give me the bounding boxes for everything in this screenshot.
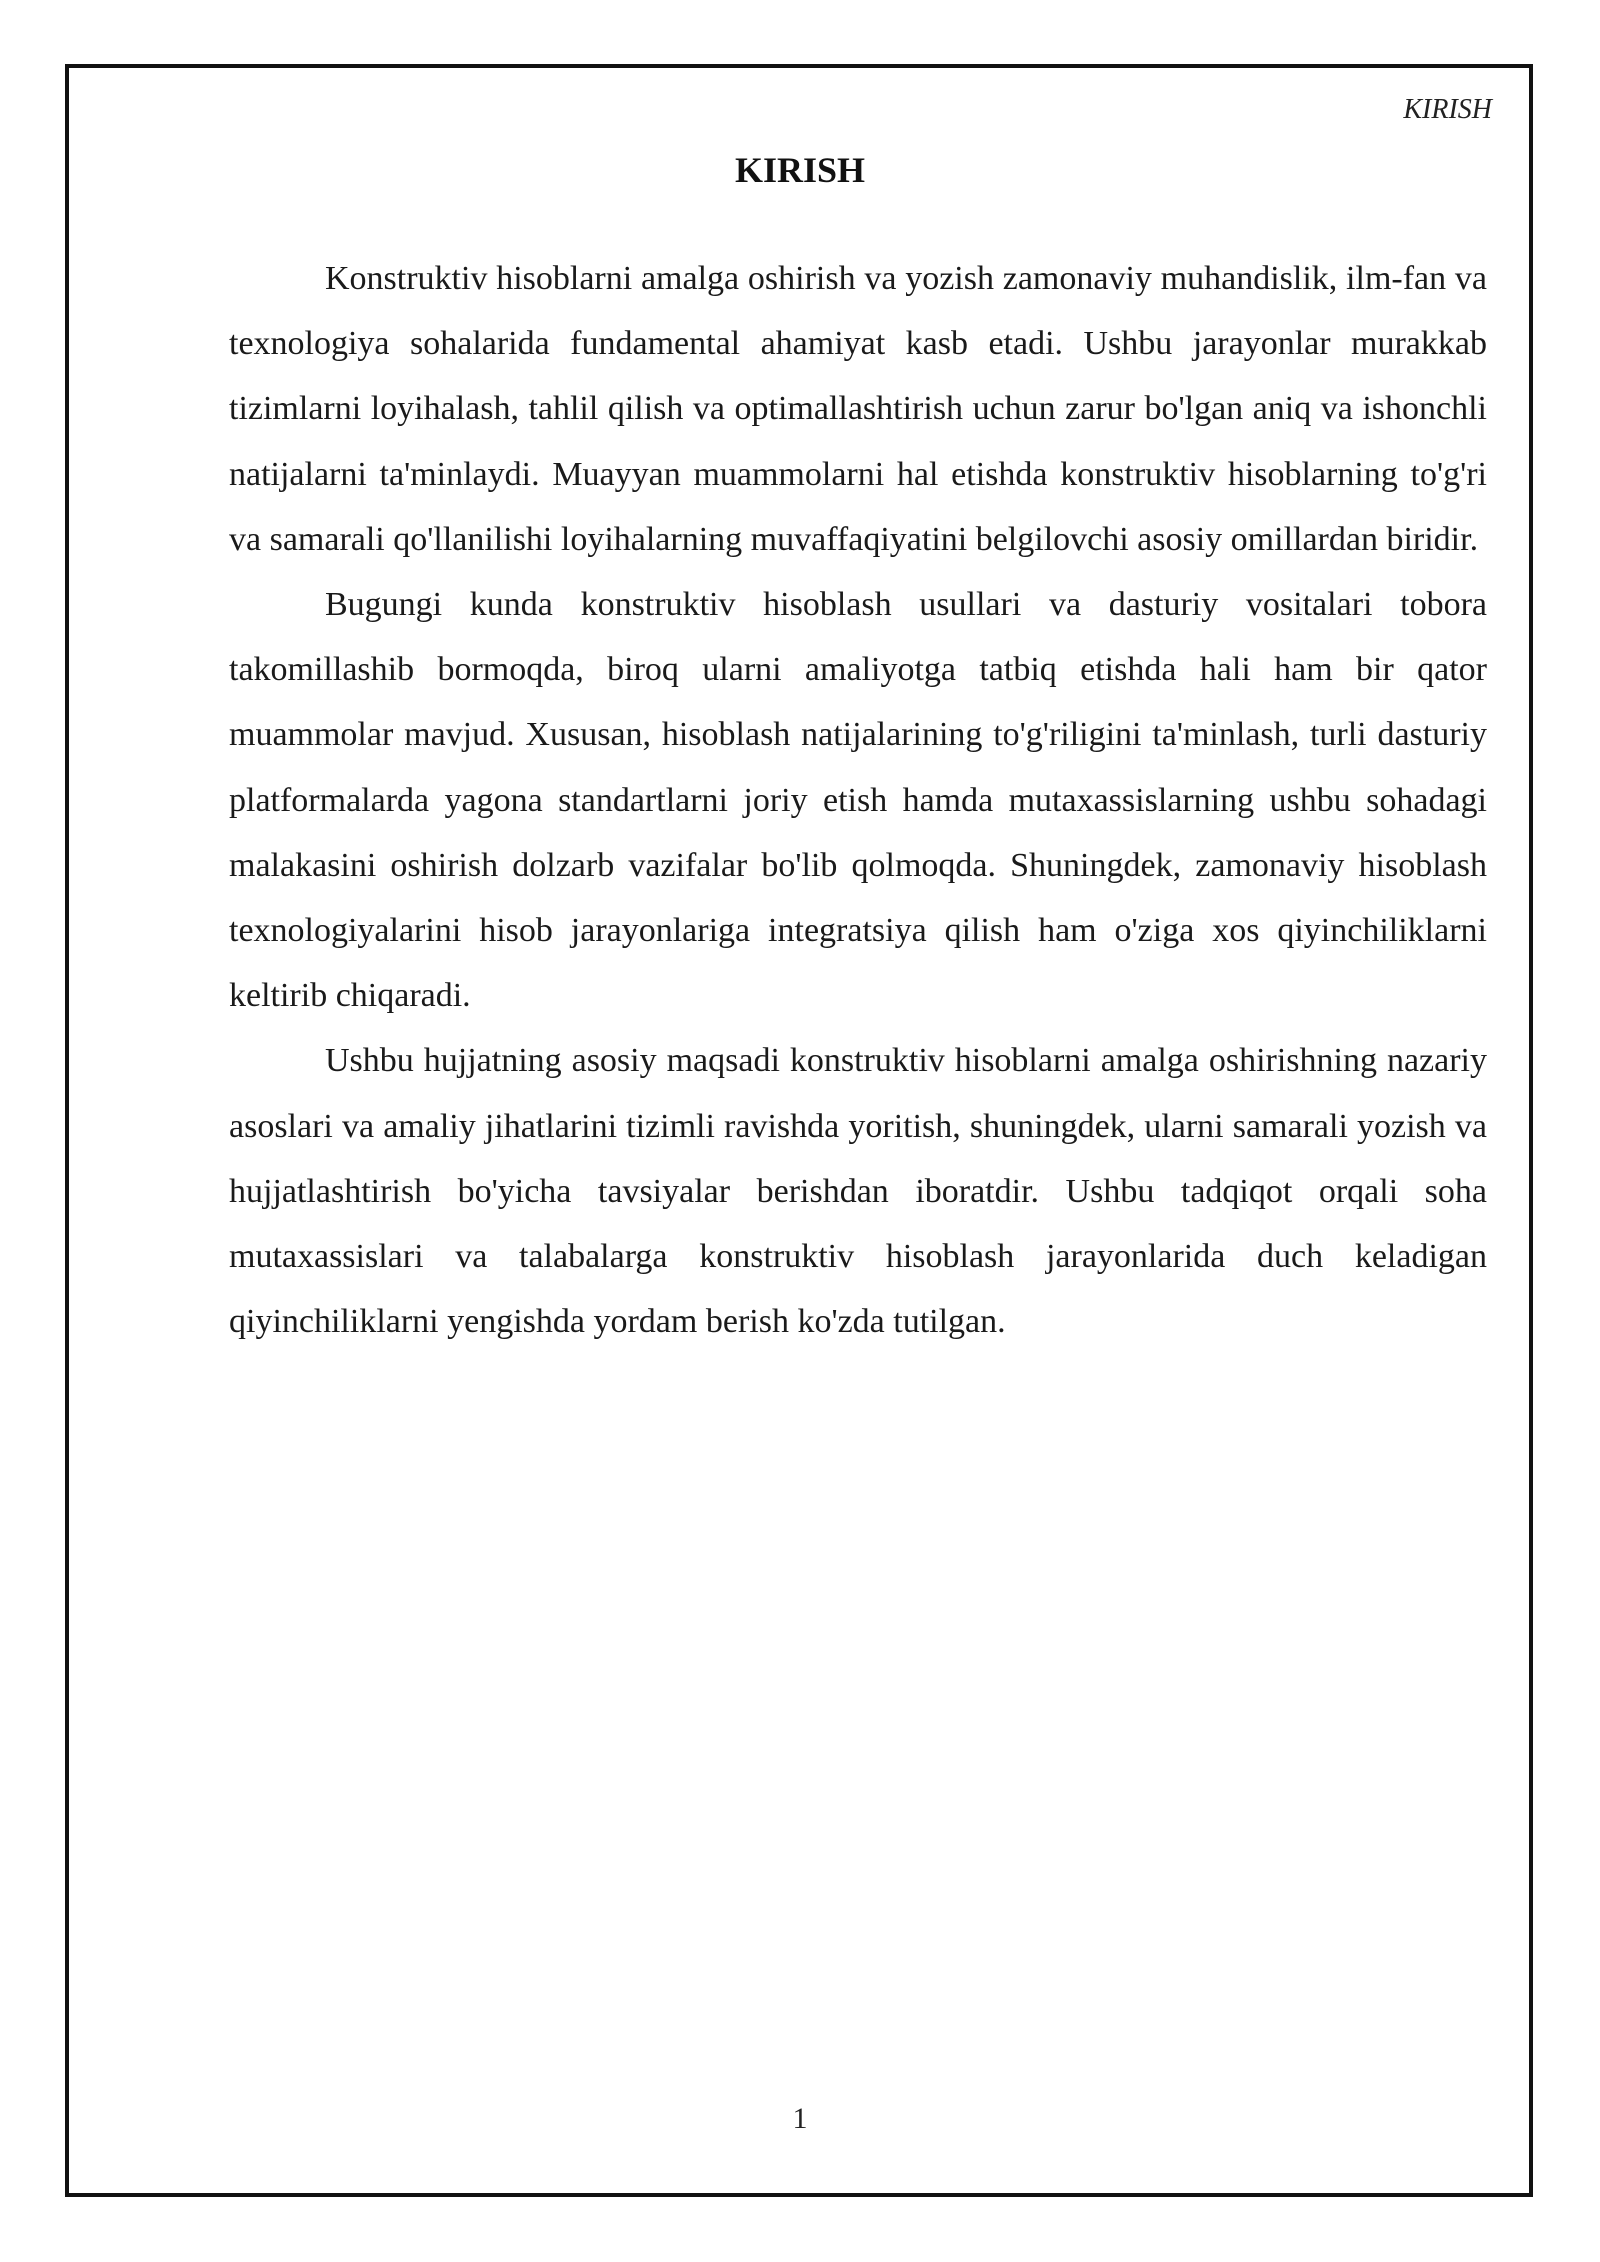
paragraph-2: Bugungi kunda konstruktiv hisoblash usullari va dasturiy vositalari tobora takomillashib bormoqda, biroq ularni amaliyotga tatbiq etishda hali ham bir qator muammolar mavjud. Xususan, hisoblash natijalarining to'g'riligini ta'minlash, turli dasturiy platformalarda yagona standartlarni joriy etish hamda mutaxassislarning ushbu sohadagi malakasini oshirish dolzarb vazifalar bo'lib qolmoqda. Shuningdek, zamonaviy hisoblash texnologiyalarini hisob jarayonlariga integratsiya qilish ham o'ziga xos qiyinchiliklarni keltirib chiqaradi. [229,586,1487,1015]
paragraph-1: Konstruktiv hisoblarni amalga oshirish va yozish zamonaviy muhandislik, ilm-fan va texnologiya sohalarida fundamental ahamiyat kasb etadi. Ushbu jarayonlar murakkab tizimlarni loyihalash, tahlil qilish va optimallashtirish uchun zarur bo'lgan aniq va ishonchli natijalarni ta'minlaydi. Muayyan muammolarni hal etishda konstruktiv hisoblarning to'g'ri va samarali qo'llanilishi loyihalarning muvaffaqiyatini belgilovchi asosiy omillardan biridir. [229,260,1487,558]
paragraph-3: Ushbu hujjatning asosiy maqsadi konstruktiv hisoblarni amalga oshirishning nazariy asoslari va amaliy jihatlarini tizimli ravishda yoritish, shuningdek, ularni samarali yozish va hujjatlashtirish bo'yicha tavsiyalar berishdan iboratdir. Ushbu tadqiqot orqali soha mutaxassislari va talabalarga konstruktiv hisoblash jarayonlarida duch keladigan qiyinchiliklarni yengishda yordam berish ko'zda tutilgan. [229,1042,1487,1341]
body-text [229,246,1487,1354]
running-header: KIRISH [1403,94,1492,125]
page-number: 1 [792,2102,808,2135]
section-title: KIRISH [734,150,866,190]
